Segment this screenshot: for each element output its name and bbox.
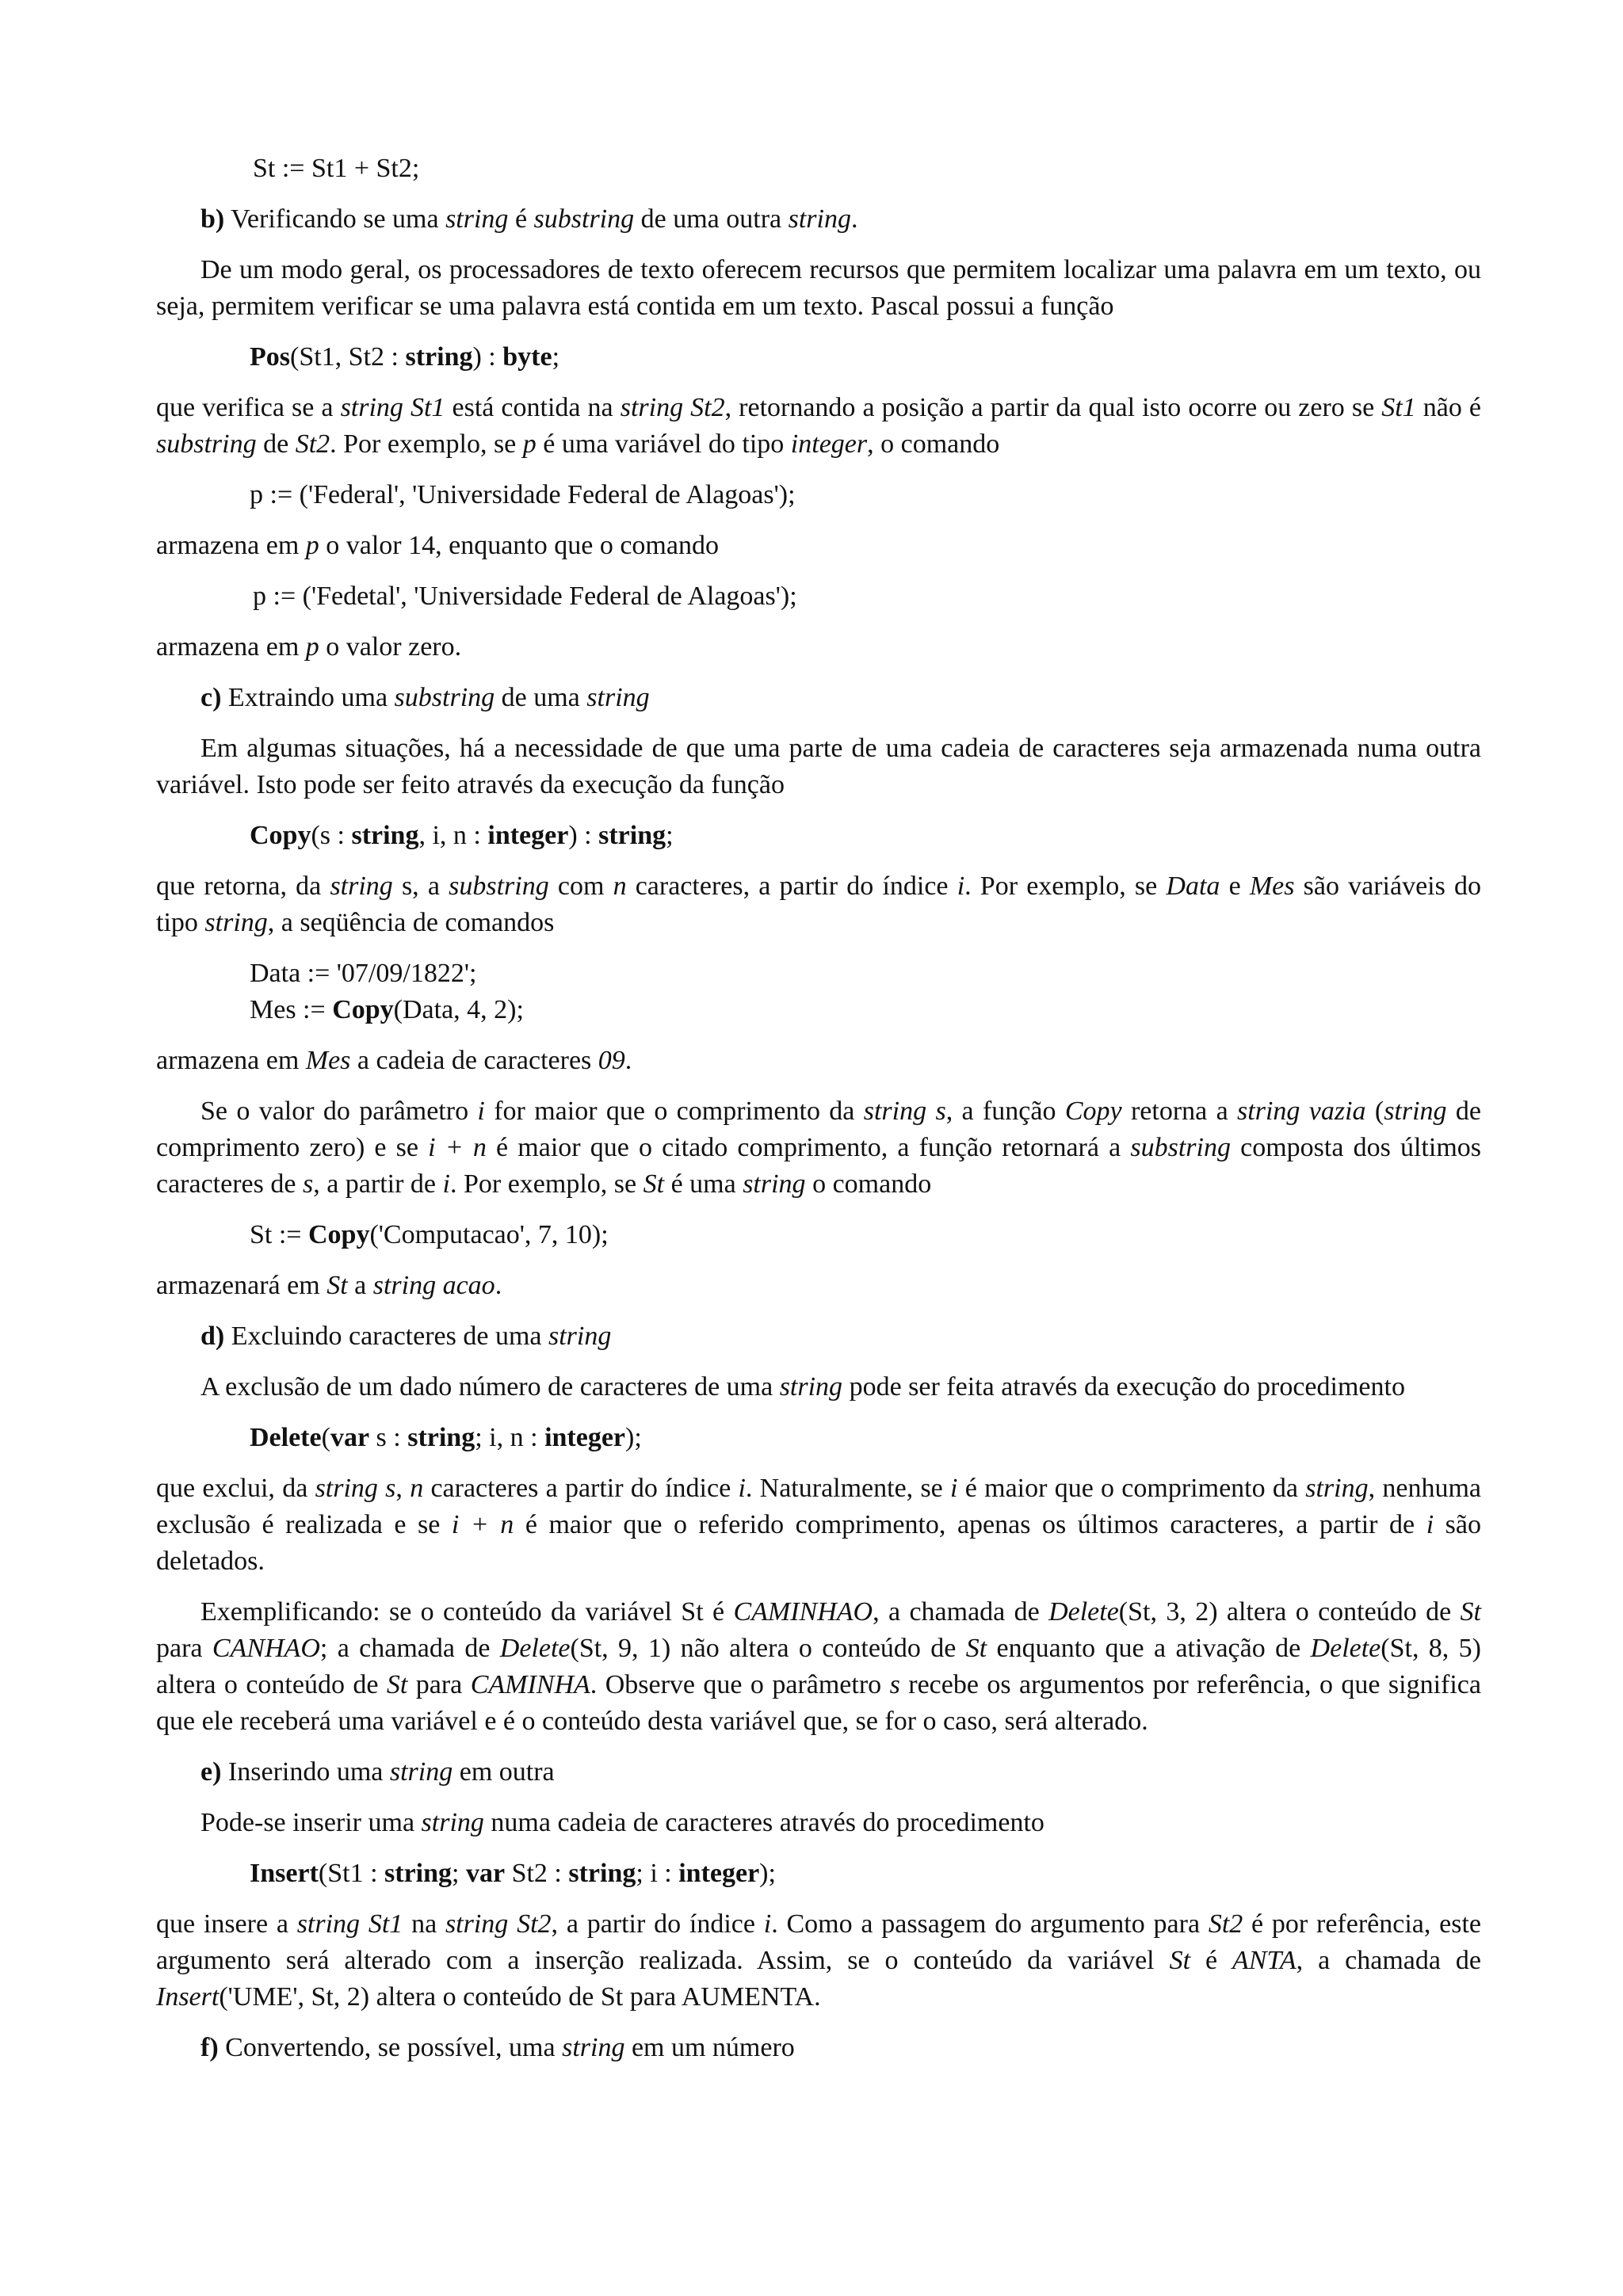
italic-text: string <box>548 1322 612 1351</box>
text: Verificando se uma <box>224 204 446 234</box>
italic-text: string St2 <box>445 1909 552 1939</box>
text: caracteres a partir do índice <box>423 1474 739 1503</box>
italic-text: Delete <box>1310 1634 1381 1663</box>
keyword: string <box>598 821 666 850</box>
text: Extraindo uma <box>221 683 395 712</box>
italic-text: i <box>477 1097 485 1126</box>
text: que insere a <box>156 1909 297 1939</box>
italic-text: substring <box>449 871 549 901</box>
function-name: Copy <box>332 995 394 1024</box>
italic-text: string <box>743 1169 806 1199</box>
paragraph-delete-description <box>156 1470 1481 1580</box>
code-copy-signature <box>156 818 1481 854</box>
code-text: St := St1 + St2; <box>253 154 420 183</box>
paragraph-insert-description <box>156 1906 1481 2016</box>
paragraph-insert-intro <box>156 1805 1481 1841</box>
italic-text: string <box>204 908 268 937</box>
text: que retorna, da <box>156 871 330 901</box>
code-text: p := ('Fedetal', 'Universidade Federal de Alagoas'); <box>253 582 797 611</box>
text: Exemplificando: se o conteúdo da variável St é <box>200 1597 734 1627</box>
code-text: (s : <box>311 821 352 850</box>
italic-text: i + n <box>451 1510 514 1539</box>
italic-text: St1 <box>1381 393 1416 422</box>
paragraph-copy-description <box>156 868 1481 941</box>
code-line-concat <box>156 151 1481 187</box>
code-text: ) : <box>568 821 599 850</box>
section-heading-e <box>156 1754 1481 1791</box>
function-name: Copy <box>250 821 311 850</box>
text: . <box>495 1271 502 1300</box>
italic-text: integer <box>790 429 868 459</box>
paragraph-copy-result <box>156 1043 1481 1079</box>
text: é maior que o referido comprimento, apenas os últimos caracteres, a partir de <box>514 1510 1426 1539</box>
italic-text: i <box>738 1474 746 1503</box>
section-label: d) <box>200 1322 225 1351</box>
function-name: Insert <box>250 1859 319 1888</box>
text: ('UME', St, 2) altera o conteúdo de St para AUMENTA. <box>219 1982 821 2012</box>
text: a cadeia de caracteres <box>350 1046 598 1075</box>
text: armazenará em <box>156 1271 327 1300</box>
italic-text: substring <box>394 683 495 712</box>
text: recebe os argumentos por referência, o que significa que ele receberá uma variável e é o conteúdo desta variável que, se for o caso, será alterado. <box>156 1670 1481 1736</box>
text: , a partir do índice <box>551 1909 764 1939</box>
italic-text: string <box>779 1372 843 1402</box>
italic-text: n <box>613 871 627 901</box>
paragraph-delete-intro <box>156 1369 1481 1405</box>
text: armazena em <box>156 1046 306 1075</box>
keyword: string <box>351 821 419 850</box>
text: é uma variável do tipo <box>536 429 791 459</box>
text: , o comando <box>867 429 1000 459</box>
text: armazena em <box>156 531 306 560</box>
code-text: s : <box>369 1423 408 1452</box>
code-pos-example-2 <box>156 578 1481 615</box>
italic-text: string s <box>863 1097 946 1126</box>
text: é por referência, este argumento será alterado com a inserção realizada. Assim, se o conteúdo da variável <box>156 1909 1482 1975</box>
text: (St, 8, 5) altera o conteúdo de <box>156 1634 1481 1699</box>
code-pos-signature <box>156 339 1481 376</box>
code-text: ; i : <box>636 1859 679 1888</box>
text: para <box>156 1634 212 1663</box>
paragraph-copy-example-result <box>156 1268 1481 1304</box>
text: caracteres, a partir do índice <box>626 871 957 901</box>
text: e <box>1220 871 1250 901</box>
section-label: e) <box>200 1757 222 1787</box>
italic-text: p <box>305 531 319 560</box>
italic-text: i + n <box>428 1133 487 1162</box>
italic-text: Mes <box>1249 871 1295 901</box>
text: é maior que o comprimento da <box>957 1474 1306 1503</box>
text: é maior que o citado comprimento, a função retornará a <box>486 1133 1131 1162</box>
text: . <box>850 204 858 234</box>
code-text: ; <box>452 1859 466 1888</box>
function-name: Copy <box>307 1220 370 1249</box>
text: é <box>508 204 534 234</box>
section-heading-b <box>156 201 1481 238</box>
text: Excluindo caracteres de uma <box>224 1322 548 1351</box>
text: (St, 9, 1) não altera o conteúdo de <box>570 1634 966 1663</box>
italic-text: string St1 <box>296 1909 403 1939</box>
keyword: var <box>330 1423 370 1452</box>
italic-text: St2 <box>1208 1909 1243 1939</box>
paragraph-delete-examples <box>156 1594 1481 1740</box>
italic-text: Delete <box>499 1634 571 1663</box>
text: retorna a <box>1121 1097 1238 1126</box>
text: ; a chamada de <box>319 1634 500 1663</box>
italic-text: i <box>763 1909 772 1939</box>
text: , retornando a posição a partir da qual isto ocorre ou zero se <box>724 393 1382 422</box>
paragraph-pos-result-1 <box>156 528 1481 564</box>
code-text: St := <box>250 1220 308 1249</box>
code-text: ; <box>666 821 674 850</box>
text: em outra <box>453 1757 555 1787</box>
italic-text: string acao <box>372 1271 495 1300</box>
keyword: integer <box>544 1423 626 1452</box>
text: não é <box>1415 393 1481 422</box>
code-text: ); <box>759 1859 776 1888</box>
keyword: string <box>407 1423 475 1452</box>
text: for maior que o comprimento da <box>484 1097 864 1126</box>
italic-text: ANTA <box>1232 1946 1296 1975</box>
code-text: Mes := <box>250 995 333 1024</box>
italic-text: i <box>950 1474 958 1503</box>
text: . <box>624 1046 632 1075</box>
italic-text: string <box>445 204 509 234</box>
code-text: p := ('Federal', 'Universidade Federal de Alagoas'); <box>250 480 796 509</box>
text: na <box>403 1909 445 1939</box>
italic-text: substring <box>533 204 635 234</box>
code-text: Data := '07/09/1822'; <box>250 959 477 988</box>
italic-text: substring <box>1130 1133 1231 1162</box>
code-delete-signature <box>156 1420 1481 1456</box>
keyword: integer <box>487 821 569 850</box>
text: A exclusão de um dado número de caracteres de uma <box>200 1372 780 1402</box>
text: Se o valor do parâmetro <box>200 1097 478 1126</box>
italic-text: Insert <box>156 1982 220 2012</box>
italic-text: string St1 <box>340 393 445 422</box>
text: a <box>347 1271 373 1300</box>
code-mes-assign <box>156 992 1481 1028</box>
document-page <box>156 151 1481 2081</box>
text: que exclui, da <box>156 1474 315 1503</box>
text: de uma <box>495 683 587 712</box>
italic-text: string <box>1384 1097 1447 1126</box>
text: de comprimento zero) e se <box>156 1097 1482 1162</box>
italic-text: string <box>330 871 393 901</box>
italic-text: substring <box>156 429 257 459</box>
code-text: ); <box>625 1423 642 1452</box>
italic-text: string <box>586 683 650 712</box>
italic-text: St <box>386 1670 408 1699</box>
italic-text: CAMINHA <box>470 1670 590 1699</box>
italic-text: St <box>965 1634 987 1663</box>
text: o valor zero. <box>319 632 462 662</box>
section-label: b) <box>200 204 225 234</box>
text: . Por exemplo, se <box>330 429 523 459</box>
text: pode ser feita através da execução do procedimento <box>842 1372 1405 1402</box>
function-name: Pos <box>250 342 290 372</box>
text: em um número <box>624 2033 795 2062</box>
text: . Observe que o parâmetro <box>590 1670 890 1699</box>
text: está contida na <box>445 393 621 422</box>
text: . Como a passagem do argumento para <box>771 1909 1209 1939</box>
italic-text: Delete <box>1048 1597 1119 1627</box>
text: , a chamada de <box>1296 1946 1481 1975</box>
italic-text: n <box>410 1474 424 1503</box>
text: com <box>548 871 613 901</box>
code-pos-example-1 <box>156 477 1481 513</box>
text: . Por exemplo, se <box>449 1169 643 1199</box>
text: , a função <box>945 1097 1065 1126</box>
paragraph-pos-description <box>156 390 1481 463</box>
text: . Naturalmente, se <box>745 1474 951 1503</box>
italic-text: 09 <box>598 1046 625 1075</box>
text: , nenhuma exclusão é realizada e se <box>156 1474 1481 1539</box>
text: de <box>256 429 296 459</box>
text: Inserindo uma <box>221 1757 390 1787</box>
italic-text: p <box>305 632 319 662</box>
italic-text: St <box>1460 1597 1481 1627</box>
italic-text: s <box>302 1169 314 1199</box>
paragraph-copy-intro: Em algumas situações, há a necessidade de que uma parte de uma cadeia de caracteres seja armazenada numa outra variável. Isto pode ser feito através da execução da função <box>156 734 1481 799</box>
text: . Por exemplo, se <box>964 871 1167 901</box>
italic-text: CANHAO <box>212 1634 320 1663</box>
italic-text: p <box>522 429 537 459</box>
section-heading-c <box>156 680 1481 716</box>
italic-text: St2 <box>295 429 330 459</box>
text: , a chamada de <box>873 1597 1049 1627</box>
italic-text: s <box>889 1670 900 1699</box>
section-heading-d <box>156 1318 1481 1355</box>
text: são variáveis do tipo <box>156 871 1482 937</box>
italic-text: string <box>562 2033 625 2062</box>
code-text: ) : <box>472 342 503 372</box>
italic-text: i <box>442 1169 450 1199</box>
italic-text: string <box>788 204 851 234</box>
italic-text: string St2 <box>620 393 725 422</box>
keyword: string <box>405 342 473 372</box>
text: s, a <box>392 871 449 901</box>
italic-text: i <box>957 871 965 901</box>
text: o valor 14, enquanto que o comando <box>319 531 719 560</box>
text: numa cadeia de caracteres através do procedimento <box>483 1808 1044 1837</box>
keyword: string <box>384 1859 453 1888</box>
code-data-assign <box>156 955 1481 992</box>
section-label: f) <box>200 2033 219 2062</box>
italic-text: CAMINHAO <box>733 1597 873 1627</box>
keyword: byte <box>502 342 552 372</box>
keyword: integer <box>678 1859 760 1888</box>
code-text: , i, n : <box>418 821 488 850</box>
text: para <box>407 1670 471 1699</box>
italic-text: Mes <box>305 1046 351 1075</box>
text: é uma <box>664 1169 743 1199</box>
text: enquanto que a ativação de <box>987 1634 1311 1663</box>
section-heading-f <box>156 2030 1481 2066</box>
text: , <box>395 1474 411 1503</box>
text: , a seqüência de comandos <box>267 908 555 937</box>
paragraph-pos-result-2 <box>156 629 1481 666</box>
code-text: ( <box>321 1423 330 1452</box>
code-text: St2 : <box>505 1859 569 1888</box>
italic-text: string <box>421 1808 484 1837</box>
code-text: ; <box>552 342 560 372</box>
text: o comando <box>805 1169 932 1199</box>
italic-text: string <box>1305 1474 1369 1503</box>
text: composta dos últimos caracteres de <box>156 1133 1482 1199</box>
paragraph-pos-intro: De um modo geral, os processadores de texto oferecem recursos que permitem localizar uma palavra em um texto, ou seja, permitem verificar se uma palavra está contida em um texto. Pascal possui a função <box>156 255 1481 321</box>
code-text: ('Computacao', 7, 10); <box>369 1220 609 1249</box>
code-copy-example <box>156 1217 1481 1253</box>
italic-text: string vazia <box>1237 1097 1366 1126</box>
italic-text: St <box>1169 1946 1191 1975</box>
italic-text: i <box>1426 1510 1434 1539</box>
text: ( <box>1365 1097 1384 1126</box>
italic-text: Data <box>1166 871 1220 901</box>
keyword: var <box>465 1859 506 1888</box>
keyword: string <box>568 1859 636 1888</box>
text: é <box>1190 1946 1233 1975</box>
text: são deletados. <box>156 1510 1482 1576</box>
code-text: (Data, 4, 2); <box>393 995 524 1024</box>
italic-text: St <box>327 1271 348 1300</box>
paragraph-copy-edge-cases <box>156 1093 1481 1203</box>
italic-text: string <box>389 1757 453 1787</box>
text: (St, 3, 2) altera o conteúdo de <box>1118 1597 1461 1627</box>
italic-text: string s <box>315 1474 396 1503</box>
code-insert-signature <box>156 1855 1481 1892</box>
text: Convertendo, se possível, uma <box>218 2033 563 2062</box>
code-text: ; i, n : <box>475 1423 545 1452</box>
section-label: c) <box>200 683 222 712</box>
text: de uma outra <box>634 204 789 234</box>
text: armazena em <box>156 632 306 662</box>
code-text: (St1, St2 : <box>290 342 406 372</box>
text: Pode-se inserir uma <box>200 1808 422 1837</box>
italic-text: St <box>643 1169 665 1199</box>
text: que verifica se a <box>156 393 341 422</box>
text: , a partir de <box>313 1169 443 1199</box>
italic-text: Copy <box>1064 1097 1122 1126</box>
function-name: Delete <box>250 1423 322 1452</box>
code-text: (St1 : <box>318 1859 385 1888</box>
